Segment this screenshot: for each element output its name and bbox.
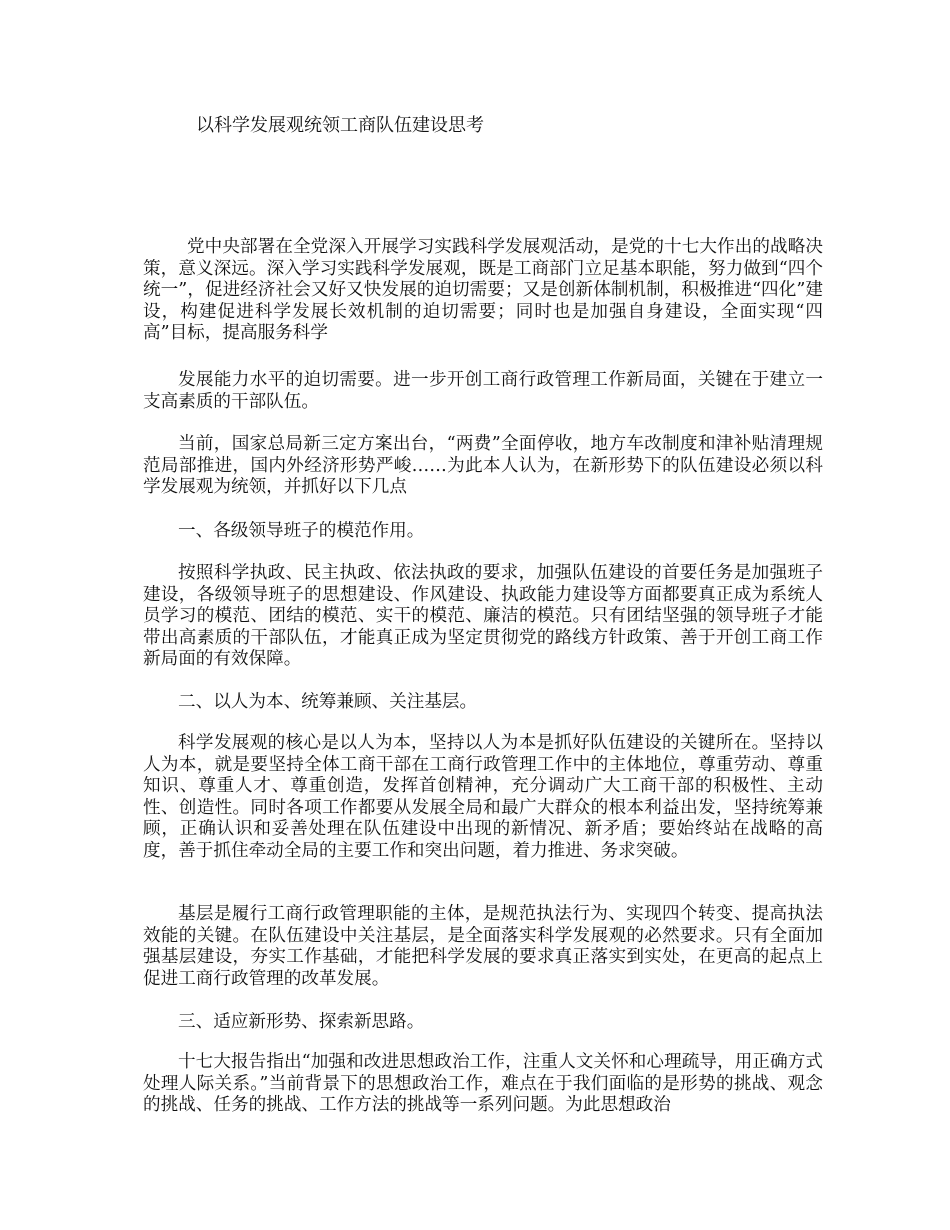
section-heading-2: 二、以人为本、统筹兼顾、关注基层。 — [178, 692, 478, 712]
section-heading-1: 一、各级领导班子的模范作用。 — [178, 521, 425, 541]
section-heading-3: 三、适应新形势、探索新思路。 — [178, 1012, 425, 1032]
paragraph-leadership: 按照科学执政、民主执政、依法执政的要求，加强队伍建设的首要任务是加强班子建设，各级领导班子的思想建设、作风建设、执政能力建设等方面都要真正成为系统人员学习的模范、团结的模范、实干的模范、廉洁的模范。只有团结坚强的领导班子才能带出高素质的干部队伍，才能真正成为坚定贯彻党的路线方针政策、善于开创工商工作新局面的有效保障。 — [143, 563, 823, 670]
document-title: 以科学发展观统领工商队伍建设思考 — [196, 115, 484, 136]
paragraph-new-situation: 十七大报告指出“加强和改进思想政治工作，注重人文关怀和心理疏导，用正确方式处理人际关系。”当前背景下的思想政治工作，难点在于我们面临的是形势的挑战、观念的挑战、任务的挑战、工作方法的挑战等一系列问题。为此思想政治 — [143, 1052, 823, 1116]
paragraph-intro-2: 发展能力水平的迫切需要。进一步开创工商行政管理工作新局面，关键在于建立一支高素质的干部队伍。 — [143, 370, 823, 412]
paragraph-intro-1: 党中央部署在全党深入开展学习实践科学发展观活动，是党的十七大作出的战略决策，意义深远。深入学习实践科学发展观，既是工商部门立足基本职能，努力做到“四个统一”，促进经济社会又好又快发展的迫切需要；又是创新体制机制，积极推进“四化”建设，构建促进科学发展长效机制的迫切需要；同时也是加强自身建设，全面实现“四高”目标，提高服务科学 — [143, 237, 823, 344]
paragraph-grassroots: 基层是履行工商行政管理职能的主体，是规范执法行为、实现四个转变、提高执法效能的关键。在队伍建设中关注基层，是全面落实科学发展观的必然要求。只有全面加强基层建设，夯实工作基础，才能把科学发展的要求真正落实到实处，在更高的起点上促进工商行政管理的改革发展。 — [143, 904, 823, 989]
paragraph-people-oriented: 科学发展观的核心是以人为本，坚持以人为本是抓好队伍建设的关键所在。坚持以人为本，就是要坚持全体工商干部在工商行政管理工作中的主体地位，尊重劳动、尊重知识、尊重人才、尊重创造，发挥首创精神，充分调动广大工商干部的积极性、主动性、创造性。同时各项工作都要从发展全局和最广大群众的根本利益出发，坚持统筹兼顾，正确认识和妥善处理在队伍建设中出现的新情况、新矛盾；要始终站在战略的高度，善于抓住牵动全局的主要工作和突出问题，着力推进、务求突破。 — [143, 733, 823, 861]
paragraph-current-situation: 当前，国家总局新三定方案出台，“两费”全面停收，地方车改制度和津补贴清理规范局部推进，国内外经济形势严峻……为此本人认为，在新形势下的队伍建设必须以科学发展观为统领，并抓好以下几点 — [143, 434, 823, 498]
